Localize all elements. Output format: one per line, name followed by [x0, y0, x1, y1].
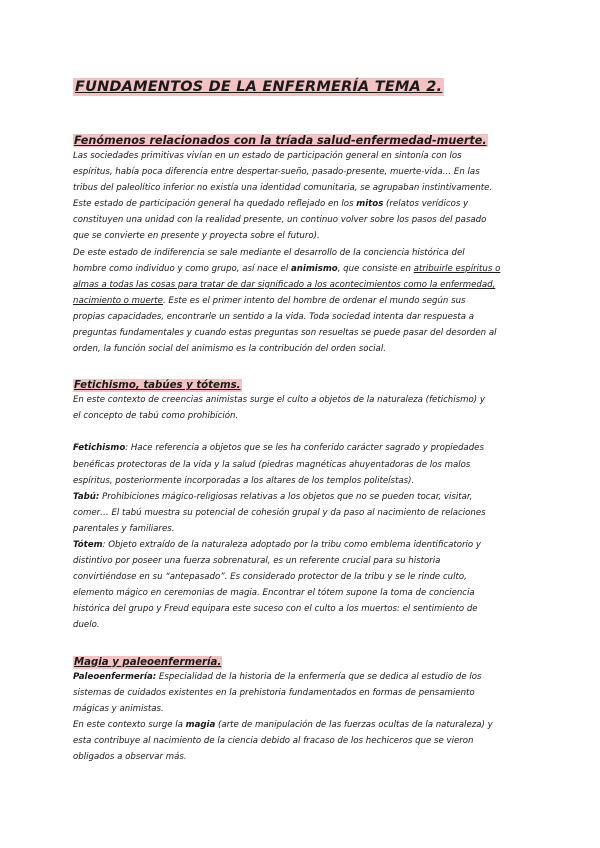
text-fragment: En este contexto surge la [73, 719, 186, 730]
text-line [73, 440, 533, 456]
text-line: sistemas de cuidados existentes en la prehistoria fundamentados en formas de pensamiento [73, 687, 475, 698]
text-line: elemento mágico en ceremonias de magia. Encontrar el tótem supone la toma de conciencia [73, 588, 475, 599]
paragraph-magia [73, 717, 533, 765]
text-line: De este estado de indiferencia se sale mediante el desarrollo de la conciencia histórica del [73, 247, 465, 258]
underlined-text: almas a todas las cosas para tratar de dar significado a los acontecimientos como la enfermedad, [73, 279, 496, 290]
definition-tabu [73, 489, 533, 537]
text-line: duelo. [73, 620, 100, 631]
text-line: convirtiéndose en su “antepasado”. Es considerado protector de la tribu y se le rinde culto, [73, 572, 467, 583]
text-line: Las sociedades primitivas vivían en un estado de participación general en sintonía con los [73, 151, 462, 161]
section-heading-magia: Magia y paleoenfermería. [74, 656, 222, 668]
section-heading-fetichismo: Fetichismo, tabúes y tótems. [74, 380, 241, 392]
text-line: constituyen una unidad con la realidad presente, un continuo volver sobre los pasos del pasado [73, 215, 487, 226]
text-fragment: Especialidad de la historia de la enfermería que se dedica al estudio de los [156, 671, 482, 682]
paragraph-sociedades [73, 148, 533, 245]
text-line [73, 669, 533, 685]
text-fragment: , que consiste en [337, 263, 414, 274]
paragraph-animismo [73, 245, 533, 358]
definition-totem [73, 537, 533, 634]
text-line: comer… El tabú muestra su potencial de cohesión grupal y da paso al nacimiento de relaciones [73, 507, 486, 518]
text-line: En este contexto de creencias animistas surge el culto a objetos de la naturaleza (fetichismo) y [73, 395, 485, 406]
text-line [73, 537, 533, 553]
text-line [73, 717, 533, 733]
underlined-text: nacimiento o muerte [73, 295, 163, 306]
text-fragment: hombre como individuo y como grupo, así nace el [73, 263, 291, 274]
term-animismo: animismo [290, 263, 338, 274]
paragraph-intro-creencias [73, 392, 533, 424]
text-line: distintivo por poseer una fuerza sobrenatural, es un referente crucial para su historia [73, 556, 441, 567]
text-line: orden, la función social del animismo es la contribución del orden social. [73, 344, 386, 355]
text-line: benéficas protectoras de la vida y la salud (piedras magnéticas ahuyentadoras de los malos [73, 459, 471, 470]
section-fenomenos [73, 129, 533, 357]
section-fetichismo [73, 373, 533, 633]
text-fragment: Prohibiciones mágico-religiosas relativas a los objetos que no se pueden tocar, visitar, [99, 491, 473, 502]
text-fragment: (arte de manipulación de las fuerzas ocultas de la naturaleza) y [215, 719, 493, 730]
definition-fetichismo [73, 440, 533, 488]
text-line: espíritus, había poca diferencia entre despertar-sueño, pasado-presente, muerte-vida… En las [73, 167, 480, 178]
text-line: el concepto de tabú como prohibición. [73, 411, 239, 422]
text-fragment: Este estado de participación general ha quedado reflejado en los [73, 199, 357, 210]
term-totem: Tótem [73, 539, 103, 550]
text-line: mágicas y animistas. [73, 703, 164, 714]
text-line [73, 196, 533, 212]
text-fragment: . Este es el primer intento del hombre de ordenar el mundo según sus [162, 295, 466, 306]
text-line [73, 261, 533, 277]
page-title: FUNDAMENTOS DE LA ENFERMERÍA TEMA 2. [75, 79, 443, 95]
text-line: obligados a observar más. [73, 752, 187, 762]
text-line [73, 489, 533, 505]
text-line: que se convierte en presente y proyecta sobre el futuro). [73, 231, 320, 242]
term-fetichismo: Fetichismo [73, 443, 126, 454]
text-fragment: : Objeto extraído de la naturaleza adoptado por la tribu como emblema identificatorio y [102, 539, 481, 550]
text-line: histórica del grupo y Freud equipara este suceso con el culto a los muertos: el sentimiento de [73, 604, 478, 615]
text-line [73, 277, 533, 293]
text-line: parentales y familiares. [73, 523, 175, 534]
text-line: esta contribuye al nacimiento de la ciencia debido al fracaso de los hechiceros que se vieron [73, 735, 474, 746]
underlined-text: atribuirle espíritus o [413, 263, 501, 274]
text-line [73, 293, 533, 309]
text-fragment: (relatos verídicos y [383, 199, 469, 210]
text-line: tribus del paleolítico inferior no existía una identidad comunitaria, se agrupaban instintivamente. [73, 183, 493, 194]
text-line: propias capacidades, encontrarle un sentido a la vida. Toda sociedad intenta dar respuesta a [73, 311, 474, 322]
text-line: preguntas fundamentales y cuando estas preguntas son resueltas se puede pasar del desorden al [73, 328, 497, 339]
section-heading-fenomenos: Fenómenos relacionados con la tríada salud-enfermedad-muerte. [74, 134, 487, 147]
term-mitos: mitos [356, 199, 384, 210]
term-paleoenfermeria: Paleoenfermería: [73, 671, 157, 682]
document-body [73, 76, 533, 765]
term-tabu: Tabú: [73, 491, 100, 502]
text-line: espíritus, posteriormente incorporadas a los altares de los templos politeístas). [73, 475, 415, 486]
text-fragment: : Hace referencia a objetos que se les ha conferido carácter sagrado y propiedades [125, 443, 484, 454]
term-magia: magia [185, 719, 216, 730]
section-magia [73, 650, 533, 766]
definition-paleoenfermeria [73, 669, 533, 717]
